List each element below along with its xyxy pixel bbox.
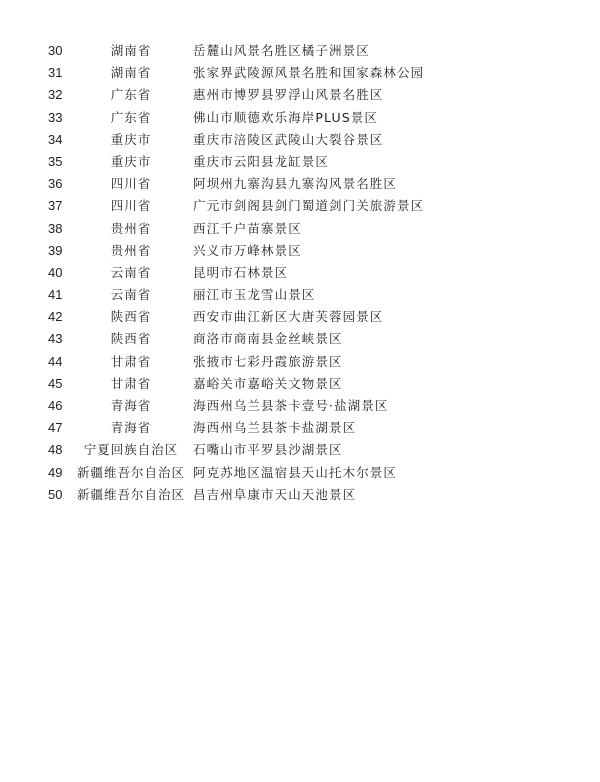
province-cell: 甘肃省 xyxy=(110,353,152,369)
list-row xyxy=(0,373,600,395)
province-cell: 云南省 xyxy=(110,287,152,303)
province-cell: 宁夏回族自治区 xyxy=(83,442,179,458)
row-number: 45 xyxy=(48,375,63,391)
province-cell: 广东省 xyxy=(110,87,152,103)
list-row xyxy=(0,151,600,173)
list-row xyxy=(0,484,600,506)
scenic-area-cell: 嘉峪关市嘉峪关文物景区 xyxy=(193,375,343,391)
row-number: 37 xyxy=(48,198,63,214)
province-cell: 甘肃省 xyxy=(110,375,152,391)
list-row xyxy=(0,129,600,151)
list-row xyxy=(0,195,600,217)
list-row xyxy=(0,173,600,195)
province-cell: 陕西省 xyxy=(110,309,152,325)
list-row xyxy=(0,284,600,306)
list-row xyxy=(0,439,600,461)
list-row xyxy=(0,417,600,439)
province-cell: 青海省 xyxy=(110,420,152,436)
scenic-area-cell: 张家界武陵源风景名胜和国家森林公园 xyxy=(193,65,425,81)
list-row xyxy=(0,218,600,240)
scenic-area-cell: 广元市剑阁县剑门蜀道剑门关旅游景区 xyxy=(193,198,425,214)
list-row xyxy=(0,306,600,328)
province-cell: 四川省 xyxy=(110,176,152,192)
province-cell: 贵州省 xyxy=(110,220,152,236)
row-number: 48 xyxy=(48,442,63,458)
scenic-area-cell: 石嘴山市平罗县沙湖景区 xyxy=(193,442,343,458)
row-number: 40 xyxy=(48,264,63,280)
province-cell: 广东省 xyxy=(110,109,152,125)
scenic-area-cell: 丽江市玉龙雪山景区 xyxy=(193,287,316,303)
scenic-area-cell: 昌吉州阜康市天山天池景区 xyxy=(193,486,357,502)
list-row xyxy=(0,84,600,106)
province-cell: 重庆市 xyxy=(110,153,152,169)
province-cell: 新疆维吾尔自治区 xyxy=(76,464,185,480)
scenic-area-cell: 惠州市博罗县罗浮山风景名胜区 xyxy=(193,87,384,103)
province-cell: 湖南省 xyxy=(110,65,152,81)
list-row xyxy=(0,328,600,350)
list-row xyxy=(0,462,600,484)
scenic-area-cell: 重庆市涪陵区武陵山大裂谷景区 xyxy=(193,131,384,147)
row-number: 34 xyxy=(48,131,63,147)
province-cell: 陕西省 xyxy=(110,331,152,347)
row-number: 38 xyxy=(48,220,63,236)
row-number: 47 xyxy=(48,420,63,436)
province-cell: 新疆维吾尔自治区 xyxy=(76,486,185,502)
province-cell: 贵州省 xyxy=(110,242,152,258)
scenic-area-cell: 西安市曲江新区大唐芙蓉园景区 xyxy=(193,309,384,325)
row-number: 43 xyxy=(48,331,63,347)
row-number: 50 xyxy=(48,486,63,502)
row-number: 46 xyxy=(48,398,63,413)
list-row xyxy=(0,240,600,262)
province-cell: 湖南省 xyxy=(110,43,152,58)
row-number: 39 xyxy=(48,242,63,258)
scenic-area-cell: 阿坝州九寨沟县九寨沟风景名胜区 xyxy=(193,176,398,192)
row-number: 36 xyxy=(48,176,63,192)
scenic-area-cell: 西江千户苗寨景区 xyxy=(193,220,302,236)
row-number: 31 xyxy=(48,65,63,81)
list-row xyxy=(0,62,600,84)
row-number: 44 xyxy=(48,353,63,369)
row-number: 41 xyxy=(48,287,63,303)
scenic-area-cell: 海西州乌兰县茶卡壹号·盐湖景区 xyxy=(193,398,389,413)
scenic-area-cell: 张掖市七彩丹霞旅游景区 xyxy=(193,353,343,369)
province-cell: 青海省 xyxy=(110,398,152,413)
list-row xyxy=(0,107,600,129)
list-row xyxy=(0,40,600,62)
list-row xyxy=(0,351,600,373)
list-row xyxy=(0,262,600,284)
scenic-area-cell: 海西州乌兰县茶卡盐湖景区 xyxy=(193,420,357,436)
scenic-area-cell: 阿克苏地区温宿县天山托木尔景区 xyxy=(193,464,398,480)
scenic-area-cell: 商洛市商南县金丝峡景区 xyxy=(193,331,343,347)
row-number: 33 xyxy=(48,109,63,125)
row-number: 49 xyxy=(48,464,63,480)
province-cell: 重庆市 xyxy=(110,131,152,147)
list-row xyxy=(0,395,600,417)
province-cell: 云南省 xyxy=(110,264,152,280)
scenic-area-cell: 昆明市石林景区 xyxy=(193,264,289,280)
scenic-area-cell: 岳麓山风景名胜区橘子洲景区 xyxy=(193,43,370,58)
row-number: 42 xyxy=(48,309,63,325)
scenic-area-cell: 重庆市云阳县龙缸景区 xyxy=(193,153,330,169)
province-cell: 四川省 xyxy=(110,198,152,214)
row-number: 32 xyxy=(48,87,63,103)
row-number: 30 xyxy=(48,43,63,58)
row-number: 35 xyxy=(48,153,63,169)
scenic-area-cell: 兴义市万峰林景区 xyxy=(193,242,302,258)
scenic-area-list xyxy=(0,40,600,506)
scenic-area-cell: 佛山市顺德欢乐海岸PLUS景区 xyxy=(193,109,378,125)
